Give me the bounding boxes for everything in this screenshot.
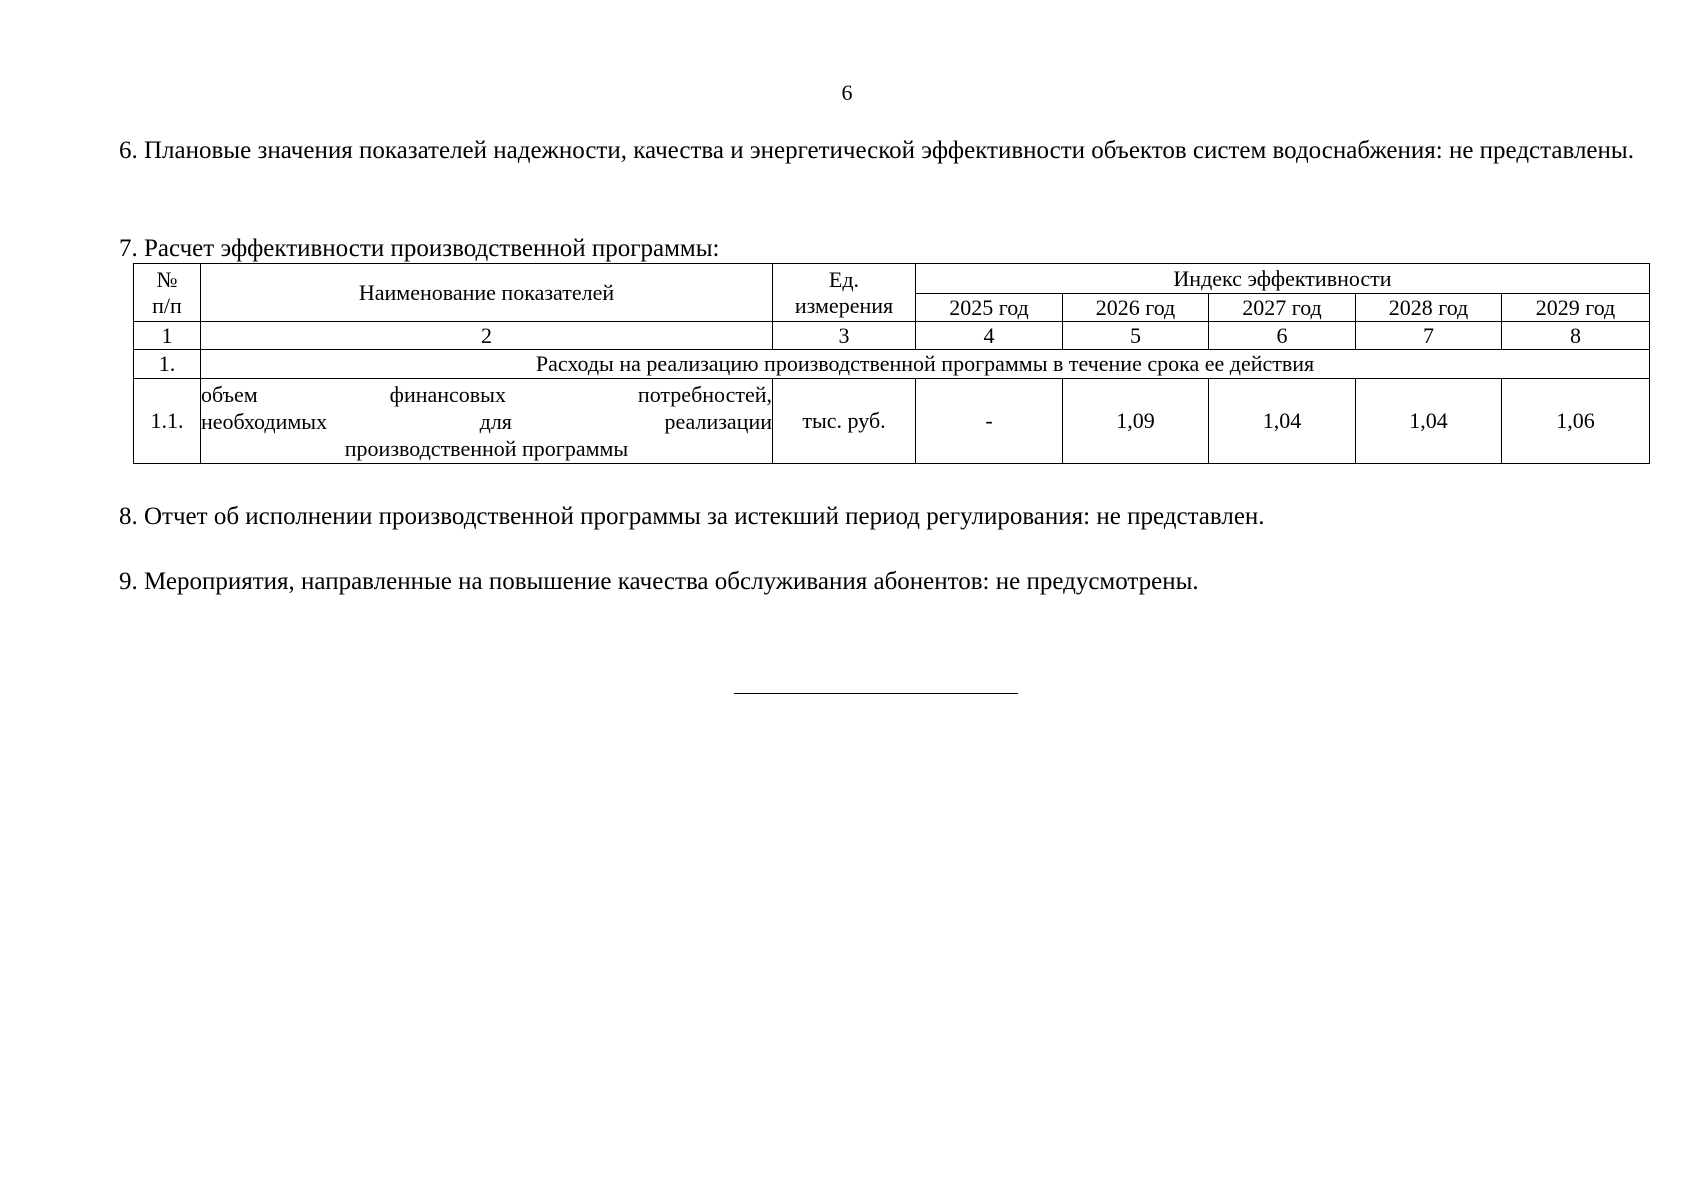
table-data-row <box>134 379 1650 464</box>
column-number: 3 <box>773 322 916 350</box>
column-number: 6 <box>1209 322 1356 350</box>
data-row-name-line2: необходимых для реализации <box>201 408 772 434</box>
table-header-row <box>134 264 1650 294</box>
table-section-row <box>134 350 1650 379</box>
data-row-value-2025: - <box>916 379 1063 464</box>
data-row-value-2027: 1,04 <box>1209 379 1356 464</box>
section-7-heading: 7. Расчет эффективности производственной программы: <box>119 235 720 262</box>
header-year-2027: 2027 год <box>1209 294 1356 322</box>
section-9-paragraph: 9. Мероприятия, направленные на повышение качества обслуживания абонентов: не предусмотрены. <box>119 568 1199 595</box>
header-year-2026: 2026 год <box>1063 294 1209 322</box>
data-row-num: 1.1. <box>134 379 201 464</box>
header-year-2029: 2029 год <box>1502 294 1650 322</box>
data-row-unit: тыс. руб. <box>773 379 916 464</box>
end-divider-line <box>734 693 1018 694</box>
efficiency-table <box>133 263 1650 464</box>
header-year-2025: 2025 год <box>916 294 1063 322</box>
header-group-cell: Индекс эффективности <box>916 264 1650 294</box>
header-unit-line1: Ед. <box>828 266 860 292</box>
header-num-line2: п/п <box>152 292 182 318</box>
header-unit-line2: измерения <box>794 292 894 318</box>
data-row-name <box>201 379 773 464</box>
header-unit-cell <box>773 264 916 322</box>
section-6-paragraph: 6. Плановые значения показателей надежности, качества и энергетической эффективности объектов систем водоснабжения: не представлены. <box>119 137 1634 164</box>
column-number: 2 <box>201 322 773 350</box>
column-number: 7 <box>1356 322 1502 350</box>
header-year-2028: 2028 год <box>1356 294 1502 322</box>
data-row-value-2029: 1,06 <box>1502 379 1650 464</box>
data-row-value-2026: 1,09 <box>1063 379 1209 464</box>
column-number: 4 <box>916 322 1063 350</box>
section-8-paragraph: 8. Отчет об исполнении производственной программы за истекший период регулирования: не представлен. <box>119 503 1265 530</box>
column-number: 8 <box>1502 322 1650 350</box>
column-number: 5 <box>1063 322 1209 350</box>
header-name-cell: Наименование показателей <box>201 264 773 322</box>
section-row-num: 1. <box>134 350 201 379</box>
table-column-numbers-row <box>134 322 1650 350</box>
column-number: 1 <box>134 322 201 350</box>
data-row-name-line1: объем финансовых потребностей, <box>201 381 772 407</box>
data-row-name-line3: производственной программы <box>344 435 629 461</box>
data-row-value-2028: 1,04 <box>1356 379 1502 464</box>
header-num-cell <box>134 264 201 322</box>
header-num-line1: № <box>156 266 178 292</box>
section-row-text: Расходы на реализацию производственной программы в течение срока ее действия <box>201 350 1650 379</box>
page-number: 6 <box>841 80 853 105</box>
